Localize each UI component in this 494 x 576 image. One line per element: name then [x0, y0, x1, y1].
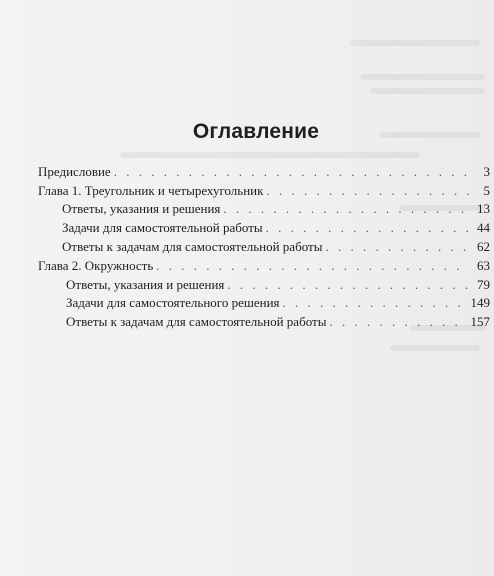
bleed-through-mark	[360, 74, 485, 80]
toc-entry-label: Ответы к задачам для самостоятельной работы	[62, 238, 323, 254]
toc-entry-label: Ответы, указания и решения	[66, 276, 225, 292]
toc-entry-page: 149	[470, 295, 490, 311]
toc-entry-page: 13	[477, 201, 490, 217]
dot-leader	[283, 296, 468, 310]
toc-entry[interactable]	[38, 273, 490, 292]
toc-entry-page: 62	[477, 238, 490, 254]
bleed-through-mark	[370, 88, 485, 94]
toc-entry[interactable]	[38, 160, 490, 179]
toc-entry-label: Ответы к задачам для самостоятельной работы	[66, 314, 327, 330]
toc-entry-page: 5	[483, 182, 490, 198]
dot-leader	[227, 278, 469, 292]
dot-leader	[329, 315, 467, 329]
dot-leader	[266, 184, 469, 198]
toc-entry-label: Задачи для самостоятельного решения	[66, 295, 280, 311]
toc-entry[interactable]	[38, 235, 490, 254]
toc-entry-label: Ответы, указания и решения	[62, 201, 221, 217]
toc-entry-label: Задачи для самостоятельной работы	[62, 220, 263, 236]
toc-entry[interactable]	[38, 216, 490, 235]
toc-entry-label: Глава 1. Треугольник и четырехугольник	[38, 182, 264, 198]
dot-leader	[114, 165, 469, 179]
dot-leader	[266, 221, 469, 235]
dot-leader	[325, 240, 469, 254]
toc-entry[interactable]	[38, 254, 490, 273]
dot-leader	[223, 202, 469, 216]
toc-entry-page: 3	[483, 163, 490, 179]
toc-entry[interactable]	[38, 179, 490, 198]
toc-entry[interactable]	[38, 198, 490, 217]
toc-entry-label: Глава 2. Окружность	[38, 257, 154, 273]
bleed-through-mark	[390, 345, 480, 351]
toc-entry-page: 44	[477, 220, 490, 236]
toc-entry[interactable]	[38, 292, 490, 311]
bleed-through-mark	[350, 40, 480, 46]
page-title: Оглавление	[192, 120, 320, 143]
toc-entry-label: Предисловие	[38, 163, 111, 179]
dot-leader	[156, 259, 469, 273]
toc-entry-page: 63	[477, 257, 490, 273]
toc-entry-page: 157	[470, 314, 490, 330]
toc-entry[interactable]	[38, 310, 490, 329]
bleed-through-mark	[120, 152, 420, 158]
toc-entry-page: 79	[477, 276, 490, 292]
table-of-contents	[38, 160, 490, 329]
